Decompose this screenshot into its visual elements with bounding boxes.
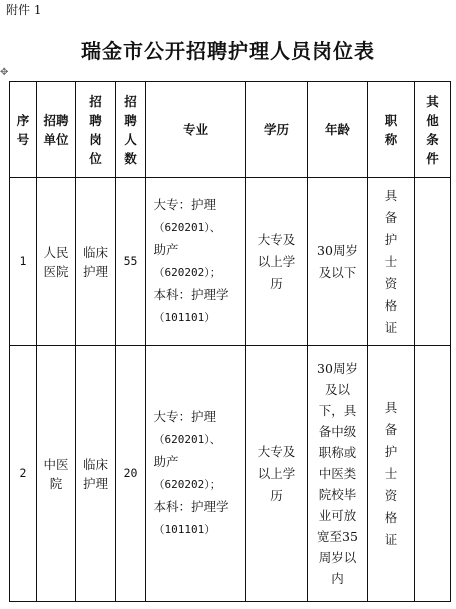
cell-other <box>415 346 451 602</box>
cell-title-req: 具备护士资格证 <box>368 346 415 602</box>
table-row <box>10 178 451 346</box>
table-row <box>10 346 451 602</box>
header-other: 其他条件 <box>415 82 451 178</box>
cell-seq: 1 <box>10 178 37 346</box>
cell-count: 55 <box>116 178 146 346</box>
cell-education: 大专及以上学历 <box>246 346 308 602</box>
header-seq: 序号 <box>10 82 37 178</box>
header-count: 招聘人数 <box>116 82 146 178</box>
cell-education: 大专及以上学历 <box>246 178 308 346</box>
cell-count: 20 <box>116 346 146 602</box>
cell-title-req: 具备护士资格证 <box>368 178 415 346</box>
cell-unit: 中医院 <box>37 346 76 602</box>
job-positions-table <box>9 81 451 602</box>
header-unit: 招聘单位 <box>37 82 76 178</box>
cell-major: 大专：护理 （620201）、 助产 （620202）； 本科：护理学 （101101） <box>146 346 246 602</box>
cell-seq: 2 <box>10 346 37 602</box>
cell-unit: 人民医院 <box>37 178 76 346</box>
cell-post: 临床护理 <box>76 178 116 346</box>
page-title: 瑞金市公开招聘护理人员岗位表 <box>81 39 375 63</box>
header-age: 年龄 <box>308 82 368 178</box>
cell-post: 临床护理 <box>76 346 116 602</box>
cell-other <box>415 178 451 346</box>
attachment-label: 附件 1 <box>6 3 42 17</box>
table-move-handle-icon[interactable]: ✥ <box>0 67 9 78</box>
header-title-req: 职称 <box>368 82 415 178</box>
table-header-row <box>10 82 451 178</box>
header-post: 招聘岗位 <box>76 82 116 178</box>
cell-age: 30周岁及以下 <box>308 178 368 346</box>
cell-major: 大专：护理 （620201）、 助产 （620202）； 本科：护理学 （101101） <box>146 178 246 346</box>
header-education: 学历 <box>246 82 308 178</box>
header-major: 专业 <box>146 82 246 178</box>
cell-age: 30周岁及以下，具备中级职称或中医类院校毕业可放宽至35周岁以内 <box>308 346 368 602</box>
